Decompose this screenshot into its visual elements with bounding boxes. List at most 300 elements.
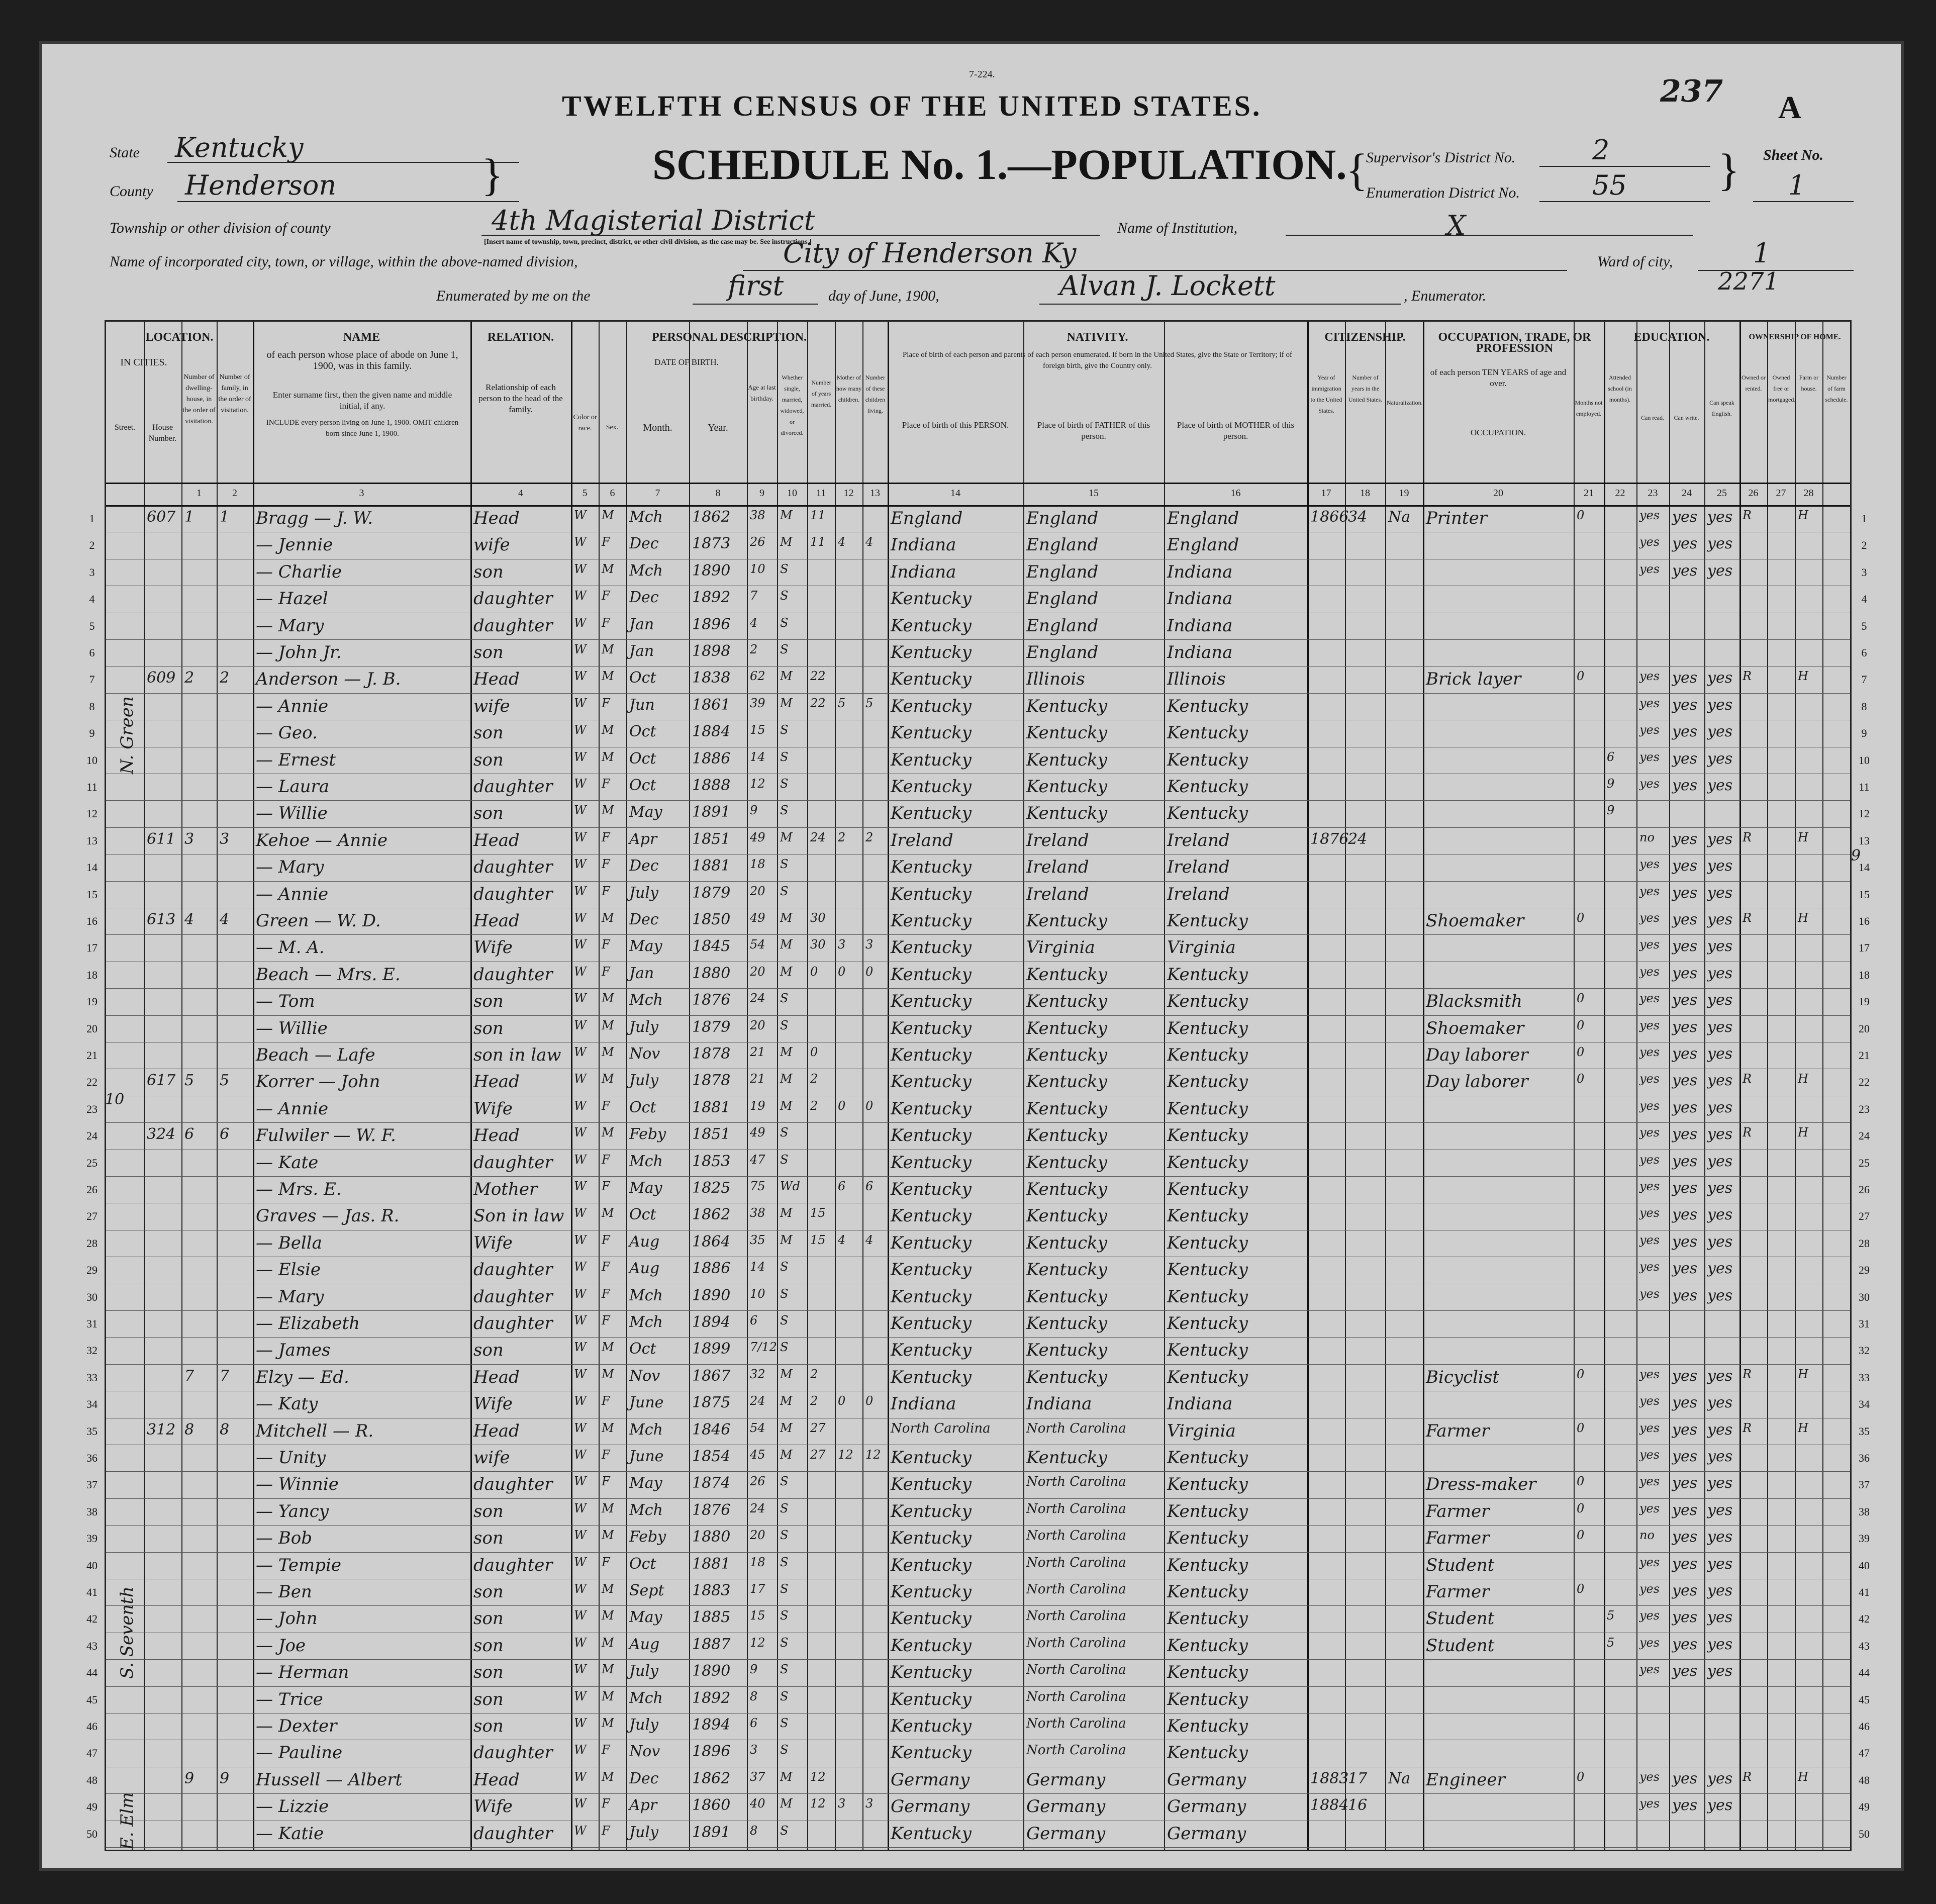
col-divider: [1822, 322, 1823, 1850]
cell-pob: Indiana: [891, 535, 956, 555]
cell-mu: 0: [1577, 1474, 1585, 1489]
cell-pobf: England: [1026, 589, 1099, 609]
cell-rel: son: [473, 642, 504, 662]
cell-age: 32: [750, 1367, 765, 1381]
cell-mar: M: [780, 964, 793, 979]
state-label: State: [110, 144, 140, 161]
cell-pobf: North Carolina: [1026, 1474, 1126, 1490]
cell-month: Mch: [629, 991, 663, 1009]
row-number: 24: [86, 1129, 98, 1143]
cell-year: 1878: [692, 1045, 731, 1063]
cell-month: Oct: [629, 1555, 656, 1573]
cell-write: yes: [1672, 1179, 1698, 1197]
cell-color: W: [574, 1072, 587, 1086]
cell-pob: Kentucky: [891, 1018, 972, 1038]
cell-mar: M: [780, 508, 793, 522]
cell-color: W: [574, 1340, 587, 1355]
header-location: LOCATION.: [145, 331, 214, 344]
row-number-right: 40: [1859, 1559, 1870, 1572]
header-citizenship: CITIZENSHIP.: [1324, 331, 1406, 344]
cell-name: — Mary: [256, 857, 324, 878]
cell-pob: Kentucky: [891, 1662, 972, 1683]
cell-name: — Kate: [256, 1152, 319, 1173]
cell-age: 14: [750, 749, 765, 764]
cell-cl: 4: [865, 1232, 874, 1247]
cell-pob: Kentucky: [891, 1474, 972, 1495]
cell-sex: F: [602, 1232, 610, 1247]
col-divider: [626, 322, 627, 1850]
cell-sex: M: [602, 669, 614, 684]
cell-pob: Kentucky: [891, 911, 972, 931]
cell-fh: H: [1798, 669, 1808, 684]
row-number: 33: [86, 1371, 98, 1384]
cell-read: yes: [1639, 1501, 1660, 1515]
cell-write: yes: [1672, 1501, 1698, 1519]
cell-write: yes: [1672, 696, 1698, 714]
cell-month: Jan: [629, 964, 654, 982]
cell-dw: 2: [184, 669, 195, 687]
row-number-right: 48: [1859, 1773, 1870, 1786]
cell-month: May: [629, 1179, 662, 1197]
row-rule: [106, 1659, 1850, 1660]
cell-occ: Student: [1426, 1608, 1495, 1629]
column-number: 26: [1748, 488, 1759, 499]
header-marital: Whether single, married, widowed, or divorced.: [780, 374, 804, 436]
cell-read: yes: [1639, 561, 1660, 576]
cell-name: — Charlie: [256, 561, 342, 582]
cell-mar: S: [780, 1689, 789, 1703]
cell-year: 1880: [692, 964, 731, 982]
col-divider: [835, 322, 836, 1850]
row-number: 18: [86, 968, 98, 981]
cell-name: — Unity: [256, 1448, 326, 1468]
cell-mar: M: [780, 830, 793, 844]
cell-month: Oct: [629, 723, 656, 741]
cell-dw: 4: [184, 911, 195, 928]
cell-year: 1851: [692, 830, 731, 848]
cell-age: 20: [750, 1528, 765, 1543]
column-number: 27: [1776, 488, 1786, 499]
institution-underline: [1286, 235, 1693, 236]
cell-sex: F: [602, 857, 610, 872]
header-bottom-rule: [106, 483, 1850, 484]
cell-read: yes: [1639, 1152, 1660, 1167]
row-rule: [106, 1015, 1850, 1016]
row-number-right: 20: [1859, 1022, 1870, 1035]
cell-sex: F: [602, 535, 610, 549]
cell-speak: yes: [1707, 749, 1733, 768]
cell-rel: Head: [473, 1125, 520, 1146]
cell-sex: F: [602, 696, 610, 710]
cell-pobf: Kentucky: [1026, 1367, 1107, 1387]
cell-dw: 1: [184, 508, 195, 526]
cell-read: yes: [1639, 1582, 1660, 1596]
cell-pobm: Kentucky: [1167, 991, 1248, 1012]
cell-year: 1894: [692, 1313, 731, 1331]
cell-speak: yes: [1707, 1796, 1733, 1815]
cell-pobf: Ireland: [1026, 857, 1089, 878]
cell-sex: F: [602, 1179, 610, 1193]
cell-speak: yes: [1707, 1635, 1733, 1653]
enumerated-day-underline: [693, 304, 818, 305]
cell-name: — Mrs. E.: [256, 1179, 342, 1199]
row-number: 47: [86, 1747, 98, 1760]
col-divider: [1795, 322, 1796, 1850]
cell-pob: Kentucky: [891, 1823, 972, 1844]
row-number: 44: [86, 1666, 98, 1679]
cell-ym: 15: [810, 1206, 826, 1220]
cell-color: W: [574, 669, 587, 684]
cell-speak: yes: [1707, 991, 1733, 1009]
cell-rel: son: [473, 1662, 504, 1683]
cell-month: June: [629, 1394, 664, 1412]
cell-write: yes: [1672, 1152, 1698, 1170]
cell-ym: 2: [810, 1394, 818, 1408]
row-number-right: 36: [1859, 1452, 1870, 1464]
col-divider: [253, 322, 254, 1850]
cell-sex: F: [602, 1260, 610, 1274]
cell-month: Oct: [629, 669, 656, 687]
cell-write: yes: [1672, 937, 1698, 956]
cell-month: Aug: [629, 1260, 660, 1278]
cell-month: July: [629, 1662, 658, 1680]
cell-mar: S: [780, 1582, 789, 1596]
cell-age: 2: [750, 642, 758, 656]
header-house: House Number.: [148, 423, 177, 443]
cell-pobm: Kentucky: [1167, 1662, 1248, 1683]
cell-pob: Kentucky: [891, 1152, 972, 1173]
cell-mar: M: [780, 1098, 793, 1113]
cell-pob: Kentucky: [891, 1260, 972, 1280]
cell-sex: M: [602, 803, 614, 818]
cell-year: 1883: [692, 1582, 731, 1599]
census-sheet: [39, 41, 1904, 1871]
cell-mar: S: [780, 803, 789, 818]
row-number: 1: [89, 512, 95, 525]
cell-house: 609: [147, 669, 176, 687]
header-pob-person: Place of birth of this PERSON.: [902, 420, 1009, 430]
cell-pobm: Kentucky: [1167, 911, 1248, 931]
row-rule: [106, 988, 1850, 989]
row-number-right: 12: [1859, 807, 1870, 820]
cell-ym: 12: [810, 1796, 826, 1811]
cell-month: Mch: [629, 561, 663, 580]
cell-pobm: Indiana: [1167, 589, 1233, 609]
cell-rel: son: [473, 1340, 504, 1361]
cell-name: — Trice: [256, 1689, 323, 1709]
header-name-instr: Enter surname first, then the given name and middle initial, if any.: [272, 390, 452, 411]
cell-month: Apr: [629, 1796, 657, 1815]
enumerated-post: , Enumerator.: [1404, 288, 1487, 304]
cell-own: R: [1743, 1367, 1752, 1381]
cell-sex: F: [602, 1152, 610, 1167]
cell-month: Oct: [629, 777, 656, 794]
column-number: 1: [197, 488, 202, 499]
row-number: 48: [86, 1773, 98, 1786]
cell-sch: 9: [1607, 777, 1615, 791]
cell-pob: Kentucky: [891, 723, 972, 743]
cell-pobm: Kentucky: [1167, 1367, 1248, 1387]
cell-name: — Tom: [256, 991, 315, 1012]
header-pob-father: Place of birth of FATHER of this person.: [1037, 420, 1150, 441]
cell-write: yes: [1672, 1555, 1698, 1573]
cell-mar: S: [780, 589, 789, 603]
cell-pobm: Germany: [1167, 1769, 1246, 1790]
cell-name: — Mary: [256, 1286, 324, 1307]
row-number: 19: [86, 995, 98, 1008]
cell-pob: England: [891, 508, 963, 528]
cell-month: Dec: [629, 535, 659, 553]
row-number-right: 24: [1859, 1129, 1870, 1143]
column-number: 7: [655, 488, 660, 499]
cell-name: — Annie: [256, 1098, 329, 1119]
cell-write: yes: [1672, 884, 1698, 902]
col-divider: [1423, 322, 1424, 1850]
row-number-right: 26: [1859, 1183, 1870, 1196]
cell-sex: F: [602, 884, 610, 898]
cell-read: yes: [1639, 535, 1660, 549]
cell-occ: Brick layer: [1426, 669, 1521, 690]
col-divider: [1023, 322, 1024, 1850]
header-pob-mother: Place of birth of MOTHER of this person.: [1177, 420, 1295, 441]
cell-name: Graves — Jas. R.: [256, 1206, 400, 1226]
cell-rel: Wife: [473, 1796, 513, 1817]
cell-color: W: [574, 1635, 587, 1650]
cell-own: R: [1743, 1420, 1752, 1435]
state-value: Kentucky: [175, 132, 304, 163]
cell-mar: S: [780, 884, 789, 898]
cell-pobm: Kentucky: [1167, 749, 1248, 770]
cell-cl: 4: [865, 535, 874, 549]
cell-cl: 2: [865, 830, 874, 844]
cell-cl: 3: [865, 1796, 874, 1811]
cell-rel: Mother: [473, 1179, 538, 1199]
cell-pobf: Germany: [1026, 1796, 1106, 1817]
cell-dw: 9: [184, 1769, 195, 1787]
cell-color: W: [574, 1689, 587, 1703]
cell-cl: 12: [865, 1448, 881, 1462]
row-number-right: 13: [1859, 834, 1870, 847]
cell-mar: S: [780, 615, 789, 630]
row-number: 11: [86, 781, 98, 793]
cell-pob: Germany: [891, 1796, 970, 1817]
enumerated-day: first: [728, 270, 784, 302]
cell-pobm: Ireland: [1167, 857, 1230, 878]
cell-color: W: [574, 642, 587, 656]
cell-color: W: [574, 857, 587, 872]
cell-pobm: England: [1167, 508, 1239, 528]
cell-month: Aug: [629, 1232, 660, 1251]
cell-mar: M: [780, 696, 793, 710]
enumeration-label: Enumeration District No.: [1366, 184, 1520, 201]
cell-month: July: [629, 884, 658, 902]
cell-write: yes: [1672, 1582, 1698, 1599]
cell-mar: M: [780, 669, 793, 684]
cell-ym: 2: [810, 1098, 818, 1113]
cell-age: 18: [750, 1555, 765, 1569]
cell-rel: son: [473, 1501, 504, 1521]
cell-name: Hussell — Albert: [256, 1769, 403, 1790]
street-name: N. Green: [117, 696, 137, 774]
cell-nat: Na: [1388, 508, 1411, 526]
cell-pobm: Kentucky: [1167, 1179, 1248, 1199]
cell-rel: son: [473, 1582, 504, 1602]
cell-read: no: [1639, 830, 1655, 844]
cell-pobm: Kentucky: [1167, 723, 1248, 743]
row-number-right: 41: [1859, 1586, 1870, 1598]
cell-age: 7/12: [750, 1340, 777, 1355]
cell-sex: F: [602, 615, 610, 630]
row-number: 37: [86, 1478, 98, 1491]
cell-pob: Kentucky: [891, 749, 972, 770]
column-number: 8: [715, 488, 721, 499]
cell-year: 1845: [692, 937, 731, 956]
row-rule: [106, 1337, 1850, 1338]
cell-month: Apr: [629, 830, 657, 848]
cell-pobf: England: [1026, 508, 1099, 528]
cell-year: 1862: [692, 508, 731, 526]
row-rule: [106, 1793, 1850, 1794]
cell-year: 1884: [692, 723, 731, 741]
cell-name: — Elizabeth: [256, 1313, 360, 1334]
header-street: Street.: [114, 423, 136, 432]
cell-year: 1890: [692, 1286, 731, 1304]
county-value: Henderson: [185, 169, 337, 201]
cell-occ: Engineer: [1426, 1769, 1505, 1790]
row-number: 25: [86, 1156, 98, 1169]
cell-age: 20: [750, 884, 765, 898]
cell-color: W: [574, 1474, 587, 1489]
cell-color: W: [574, 1125, 587, 1140]
row-rule: [106, 1847, 1850, 1848]
row-rule: [106, 1471, 1850, 1472]
cell-color: W: [574, 1662, 587, 1677]
cell-rel: son: [473, 803, 504, 824]
row-number: 20: [86, 1022, 98, 1035]
cell-read: yes: [1639, 1232, 1660, 1247]
enumerator-name: Alvan J. Lockett: [1059, 270, 1276, 302]
cell-name: Kehoe — Annie: [256, 830, 388, 850]
cell-fam: 7: [220, 1367, 230, 1385]
row-rule: [106, 934, 1850, 935]
cell-month: May: [629, 1474, 662, 1492]
column-number-rule: [106, 505, 1850, 507]
row-number: 29: [86, 1264, 98, 1277]
cell-read: yes: [1639, 937, 1660, 952]
cell-fam: 5: [220, 1072, 230, 1090]
cell-age: 4: [750, 615, 758, 630]
col-divider: [1164, 322, 1165, 1850]
cell-pobf: North Carolina: [1026, 1662, 1126, 1678]
cell-color: W: [574, 777, 587, 791]
cell-pobm: Kentucky: [1167, 1340, 1248, 1361]
row-number-right: 17: [1859, 941, 1870, 955]
cell-pobm: Kentucky: [1167, 1152, 1248, 1173]
cell-mar: S: [780, 1662, 789, 1677]
header-nativity: NATIVITY.: [1067, 331, 1128, 344]
cell-name: Bragg — J. W.: [256, 508, 373, 528]
cell-pob: Kentucky: [891, 669, 972, 690]
cell-rel: Wife: [473, 1098, 513, 1119]
cell-color: W: [574, 1555, 587, 1569]
column-number: 15: [1089, 488, 1099, 499]
cell-name: Mitchell — R.: [256, 1420, 374, 1441]
row-number: 39: [86, 1532, 98, 1545]
row-number-right: 28: [1859, 1236, 1870, 1250]
row-number-right: 31: [1859, 1317, 1870, 1330]
cell-month: Mch: [629, 508, 663, 526]
cell-mu: 0: [1577, 1367, 1585, 1381]
cell-rel: son: [473, 749, 504, 770]
cell-fam: 3: [220, 830, 230, 848]
cell-sex: M: [602, 911, 614, 925]
col-divider: [777, 322, 778, 1850]
census-title: TWELFTH CENSUS OF THE UNITED STATES.: [562, 89, 1262, 122]
cell-rel: Head: [473, 508, 520, 528]
row-number-right: 33: [1859, 1371, 1870, 1384]
column-number: 24: [1682, 488, 1692, 499]
cell-write: yes: [1672, 830, 1698, 848]
sheet-no-value: 1: [1788, 169, 1806, 201]
cell-read: yes: [1639, 964, 1660, 979]
column-number: 12: [843, 488, 854, 499]
cell-fh: H: [1798, 1125, 1808, 1140]
cell-pobm: Kentucky: [1167, 1689, 1248, 1709]
cell-year: 1862: [692, 1206, 731, 1224]
header-children-living: Number of these children living.: [865, 374, 886, 414]
cell-sex: M: [602, 1340, 614, 1355]
cell-pobm: Kentucky: [1167, 1286, 1248, 1307]
cell-year: 1885: [692, 1608, 731, 1627]
institution-label: Name of Institution,: [1117, 220, 1238, 236]
cell-occ: Bicyclist: [1426, 1367, 1500, 1387]
column-number: 5: [582, 488, 588, 499]
header-owned-free: Owned free or mortgaged.: [1768, 374, 1796, 403]
county-underline: [177, 201, 519, 202]
cell-sex: M: [602, 1206, 614, 1220]
cell-write: yes: [1672, 911, 1698, 928]
cell-age: 9: [750, 1662, 758, 1677]
cell-write: yes: [1672, 1635, 1698, 1653]
cell-month: Oct: [629, 1206, 656, 1224]
row-number: 16: [86, 915, 98, 927]
row-number-right: 37: [1859, 1478, 1870, 1491]
cell-pob: Kentucky: [891, 991, 972, 1012]
cell-pobm: Kentucky: [1167, 696, 1248, 716]
cell-speak: yes: [1707, 1501, 1733, 1519]
cell-moc: 4: [838, 1232, 846, 1247]
township-underline: [481, 235, 1100, 236]
cell-rel: daughter: [473, 1152, 553, 1173]
cell-read: yes: [1639, 911, 1660, 925]
cell-write: yes: [1672, 535, 1698, 553]
header-relation: RELATION.: [487, 331, 554, 344]
cell-pob: Kentucky: [891, 1555, 972, 1575]
cell-mu: 0: [1577, 1072, 1585, 1086]
cell-name: — Mary: [256, 615, 324, 636]
cell-read: yes: [1639, 1260, 1660, 1274]
cell-speak: yes: [1707, 1420, 1733, 1439]
cell-pob: Kentucky: [891, 1743, 972, 1763]
cell-month: Nov: [629, 1367, 660, 1385]
cell-pob: Kentucky: [891, 589, 972, 609]
cell-sex: M: [602, 1662, 614, 1677]
cell-pobm: Illinois: [1167, 669, 1226, 690]
cell-own: R: [1743, 911, 1752, 925]
row-number-right: 42: [1859, 1612, 1870, 1626]
cell-name: — Bob: [256, 1528, 313, 1549]
cell-fh: H: [1798, 508, 1808, 522]
